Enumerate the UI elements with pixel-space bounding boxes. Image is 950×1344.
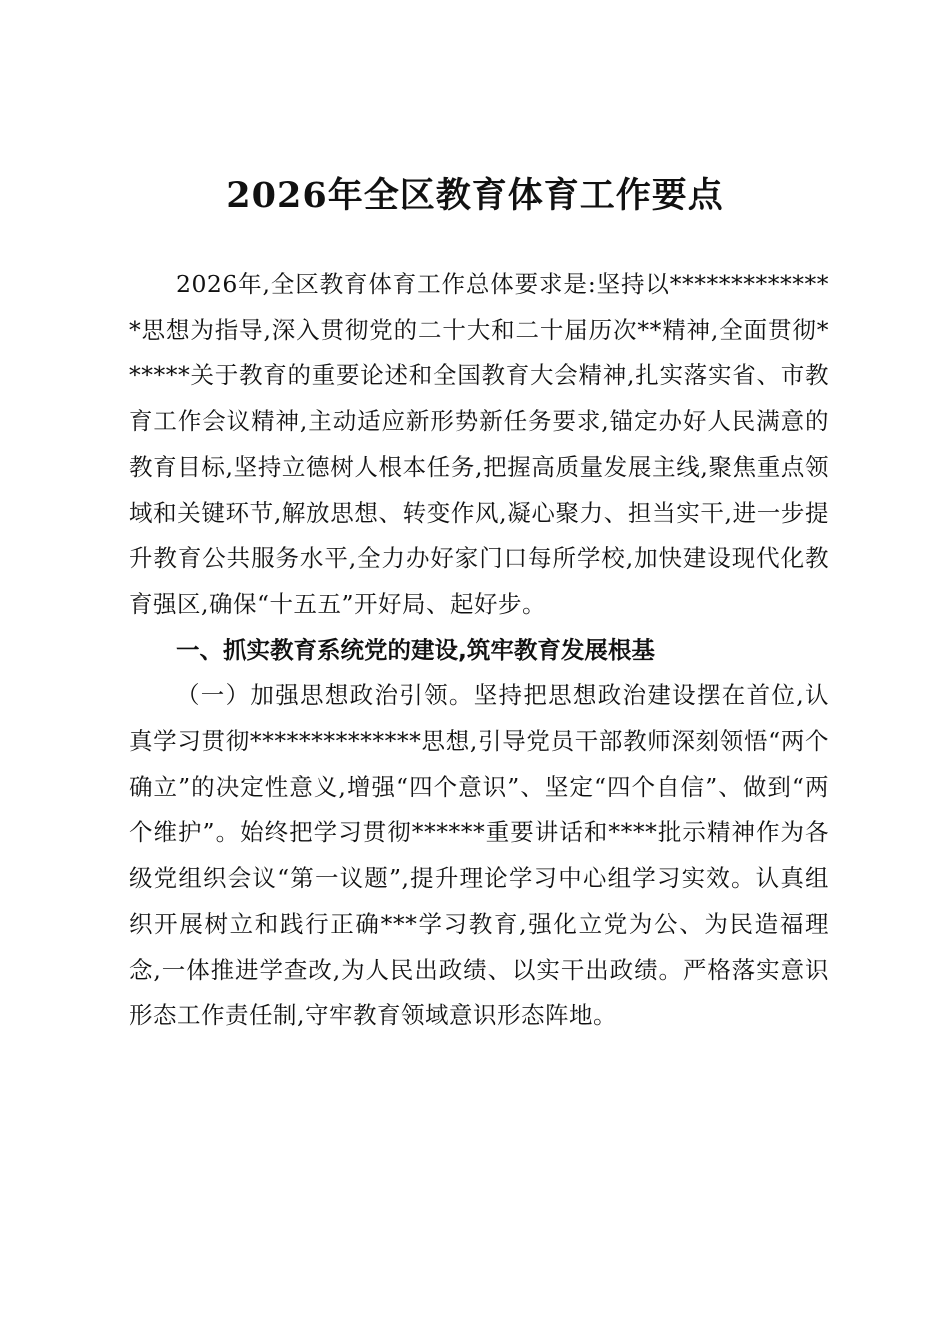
document-title: 2026年全区教育体育工作要点 (226, 175, 724, 216)
section-1-paragraph-1: （一）加强思想政治引领。坚持把思想政治建设摆在首位,认真学习贯彻**************思想,引导党员干部教师深刻领悟“两个确立”的决定性意义,增强“四个意识”、坚定“四个自信”、做到“两个维护”。始终把学习贯彻******重要讲话和****批示精神作为各级党组织会议“第一议题”,提升理论学习中心组学习实效。认真组织开展树立和践行正确***学习教育,强化立党为公、为民造福理念,一体推进学查改,为人民出政绩、以实干出政绩。严格落实意识形态工作责任制,守牢教育领域意识形态阵地。 (129, 681, 829, 1030)
document-body (129, 262, 829, 1039)
section-heading-1: 一、抓实教育系统党的建设,筑牢教育发展根基 (176, 635, 655, 664)
intro-paragraph: 2026年,全区教育体育工作总体要求是:坚持以**************思想为指导,深入贯彻党的二十大和二十届历次**精神,全面贯彻******关于教育的重要论述和全国教育大会精神,扎实落实省、市教育工作会议精神,主动适应新形势新任务要求,锚定办好人民满意的教育目标,坚持立德树人根本任务,把握高质量发展主线,聚焦重点领域和关键环节,解放思想、转变作风,凝心聚力、担当实干,进一步提升教育公共服务水平,全力办好家门口每所学校,加快建设现代化教育强区,确保“十五五”开好局、起好步。 (129, 270, 829, 618)
